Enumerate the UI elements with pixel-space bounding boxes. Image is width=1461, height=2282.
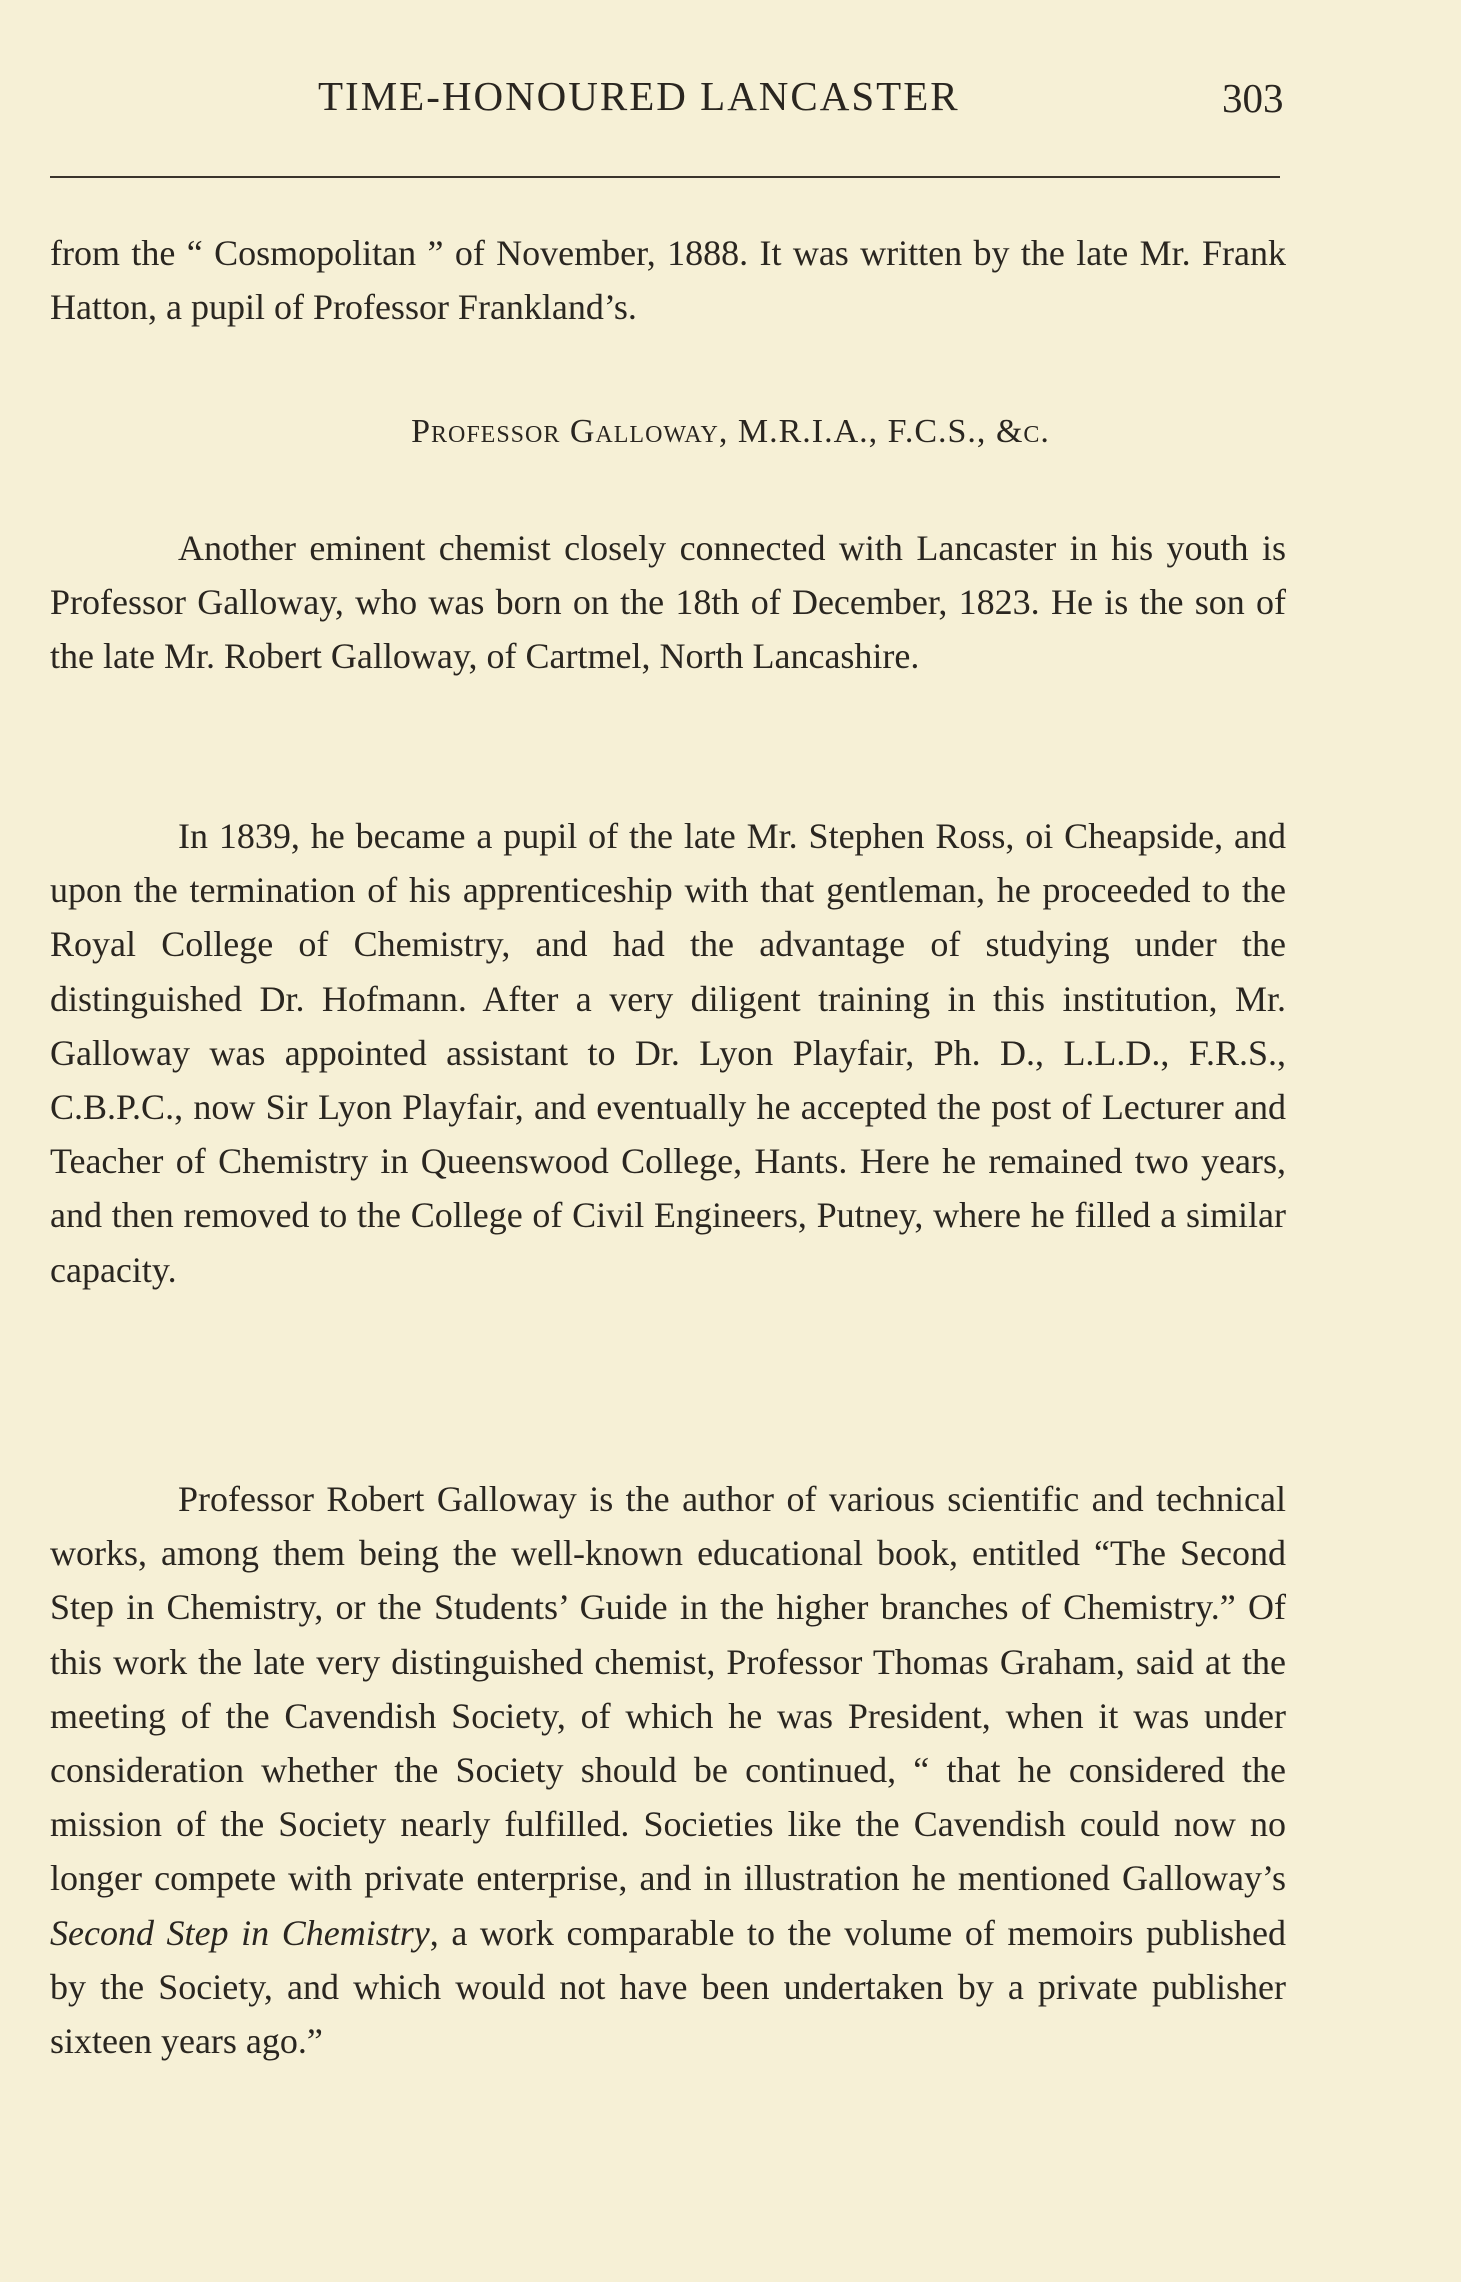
running-head [0,72,1461,122]
page-number: 303 [1222,75,1284,121]
section-heading [0,413,1461,451]
continuation-text: from the “ Cosmopolitan ” of November, 1888. It was written by the late Mr. Frank Hatton, a pupil of Professor Frankland’s. [50,233,1286,328]
running-title: TIME-HONOURED LANCASTER [318,73,960,119]
paragraph-2 [50,809,1286,1297]
section-heading-etc: &c. [995,413,1050,450]
paragraph-1-text: Another eminent chemist closely connected with Lancaster in his youth is Professor Galloway, who was born on the 18th of December, 1823. He is the son of the late Mr. Robert Galloway, of Cartmel, North Lancashire. [50,528,1286,677]
section-heading-name: Professor Galloway, [411,413,729,450]
paragraph-3 [50,1472,1286,2068]
paragraph-1 [50,521,1286,684]
continuation-paragraph [50,226,1286,334]
paragraph-3-lead: Professor Robert Galloway is the author of various scientific and technical works, among them being the well-known educational book, entitled “The Second Step in Chemistry, or the Students’ Guide in the higher branches of Chemistry.” Of this work the late very distinguished chemist, Professor Thomas Graham, said at the meeting of the Cavendish Society, of which he was President, when it was under consideration whether the Society should be continued, “ that he considered the mission of the Society nearly fulfilled. Societies like the Cavendish could now no longer compete with private enterprise, and in illustration he mentioned Galloway’s [50,1479,1286,1899]
paragraph-3-text [50,1472,1286,2068]
paragraph-2-text: In 1839, he became a pupil of the late Mr. Stephen Ross, oi Cheapside, and upon the termination of his apprenticeship with that gentleman, he proceeded to the Royal College of Chemistry, and had the advantage of studying under the distinguished Dr. Hofmann. After a very diligent training in this institution, Mr. Galloway was appointed assistant to Dr. Lyon Playfair, Ph. D., L.L.D., F.R.S., C.B.P.C., now Sir Lyon Playfair, and eventually he accepted the post of Lecturer and Teacher of Chemistry in Queenswood College, Hants. Here he remained two years, and then removed to the College of Civil Engineers, Putney, where he filled a similar capacity. [50,816,1286,1290]
header-rule [50,176,1280,178]
section-heading-degrees: M.R.I.A., F.C.S., [728,413,996,450]
book-title-italic: Second Step in Chemistry [50,1912,430,1953]
paragraph-3-tail: , a work comparable to the volume of memoirs published by the Society, and which would not have been undertaken by a private publisher sixteen years ago.” [50,1912,1286,2062]
